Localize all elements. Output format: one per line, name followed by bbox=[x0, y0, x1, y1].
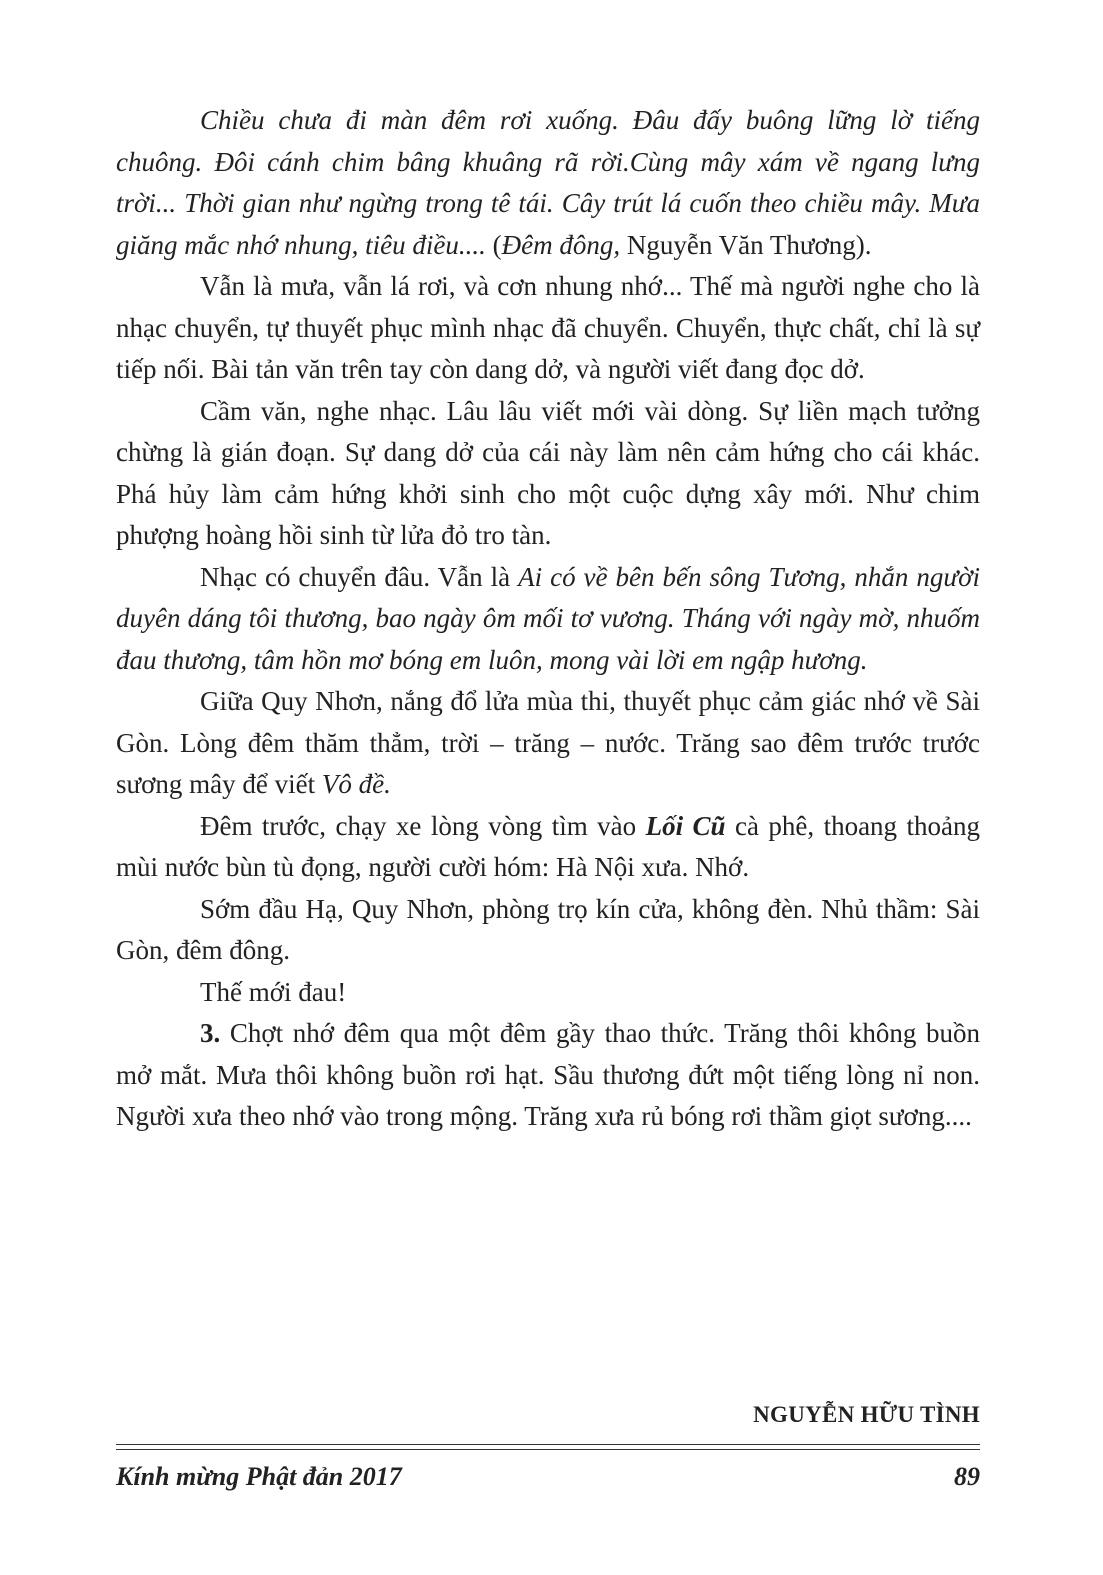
paragraph-4 bbox=[116, 557, 980, 682]
paragraph-9 bbox=[116, 1013, 980, 1138]
paragraph-text: Giữa Quy Nhơn, nắng đổ lửa mùa thi, thuyết phục cảm giác nhớ về Sài Gòn. Lòng đêm thăm thẳm, trời – trăng – nước. Trăng sao đêm trước trước sương mây để viết bbox=[116, 686, 980, 799]
paragraph-text: Nhạc có chuyển đâu. Vẫn là bbox=[200, 561, 519, 592]
paragraph-text: Thế mới đau! bbox=[200, 976, 347, 1007]
song-author: Nguyễn Văn Thương). bbox=[620, 229, 872, 260]
lyrics-quote: Ai có về bên bến sông Tương, nhắn người duyên dáng tôi thương, bao ngày ôm mối tơ vương. Tháng với ngày mờ, nhuốm đau thương, tâm hồn mơ bóng em luôn, mong vài lời em ngập hương. bbox=[116, 561, 980, 675]
paragraph-text: Cầm văn, nghe nhạc. Lâu lâu viết mới vài dòng. Sự liền mạch tưởng chừng là gián đoạn. Sự dang dở của cái này làm nên cảm hứng cho cái khác. Phá hủy làm cảm hứng khởi sinh cho một cuộc dựng xây mới. Như chim phượng hoàng hồi sinh từ lửa đỏ tro tàn. bbox=[116, 395, 980, 550]
paragraph-1 bbox=[116, 100, 980, 266]
paragraph-3 bbox=[116, 391, 980, 557]
paragraph-2 bbox=[116, 266, 980, 391]
paragraph-text: Đêm trước, chạy xe lòng vòng tìm vào bbox=[200, 810, 646, 841]
quote-open-paren: ( bbox=[492, 229, 502, 260]
work-title: Vô đề. bbox=[321, 769, 391, 799]
paragraph-5 bbox=[116, 681, 980, 806]
cafe-name: Lối Cũ bbox=[645, 810, 726, 841]
song-title: Đêm đông, bbox=[501, 229, 621, 260]
paragraph-7 bbox=[116, 889, 980, 972]
paragraph-6 bbox=[116, 806, 980, 889]
footer-divider bbox=[116, 1444, 980, 1445]
footer-divider bbox=[116, 1449, 980, 1450]
page-number: 89 bbox=[954, 1462, 980, 1491]
article-body bbox=[116, 100, 980, 1138]
section-number: 3. bbox=[200, 1018, 221, 1048]
quote-text: Chiều chưa đi màn đêm rơi xuống. Đâu đấy buông lững lờ tiếng chuông. Đôi cánh chim bâng khuâng rã rời.Cùng mây xám về ngang lưng trời... Thời gian như ngừng trong tê tái. Cây trút lá cuốn theo chiều mây. Mưa giăng mắc nhớ nhung, tiêu điều.... bbox=[116, 105, 980, 260]
paragraph-text: Sớm đầu Hạ, Quy Nhơn, phòng trọ kín cửa, không đèn. Nhủ thầm: Sài Gòn, đêm đông. bbox=[116, 893, 980, 965]
paragraph-8 bbox=[116, 972, 980, 1014]
running-footer-title: Kính mừng Phật đản 2017 bbox=[116, 1462, 402, 1491]
paragraph-text: cà phê, thoang thoảng mùi nước bùn tù đọng, người cười hóm: Hà Nội xưa. Nhớ. bbox=[116, 810, 980, 882]
paragraph-text: Chợt nhớ đêm qua một đêm gầy thao thức. Trăng thôi không buồn mở mắt. Mưa thôi không buồn rơi hạt. Sầu thương đứt một tiếng lòng nỉ non. Người xưa theo nhớ vào trong mộng. Trăng xưa rủ bóng rơi thầm giọt sương.... bbox=[116, 1018, 980, 1131]
paragraph-text: Vẫn là mưa, vẫn lá rơi, và cơn nhung nhớ... Thế mà người nghe cho là nhạc chuyển, tự thuyết phục mình nhạc đã chuyển. Chuyển, thực chất, chỉ là sự tiếp nối. Bài tản văn trên tay còn dang dở, và người viết đang đọc dở. bbox=[116, 271, 980, 384]
author-signature: NGUYỄN HỮU TÌNH bbox=[753, 1402, 980, 1427]
